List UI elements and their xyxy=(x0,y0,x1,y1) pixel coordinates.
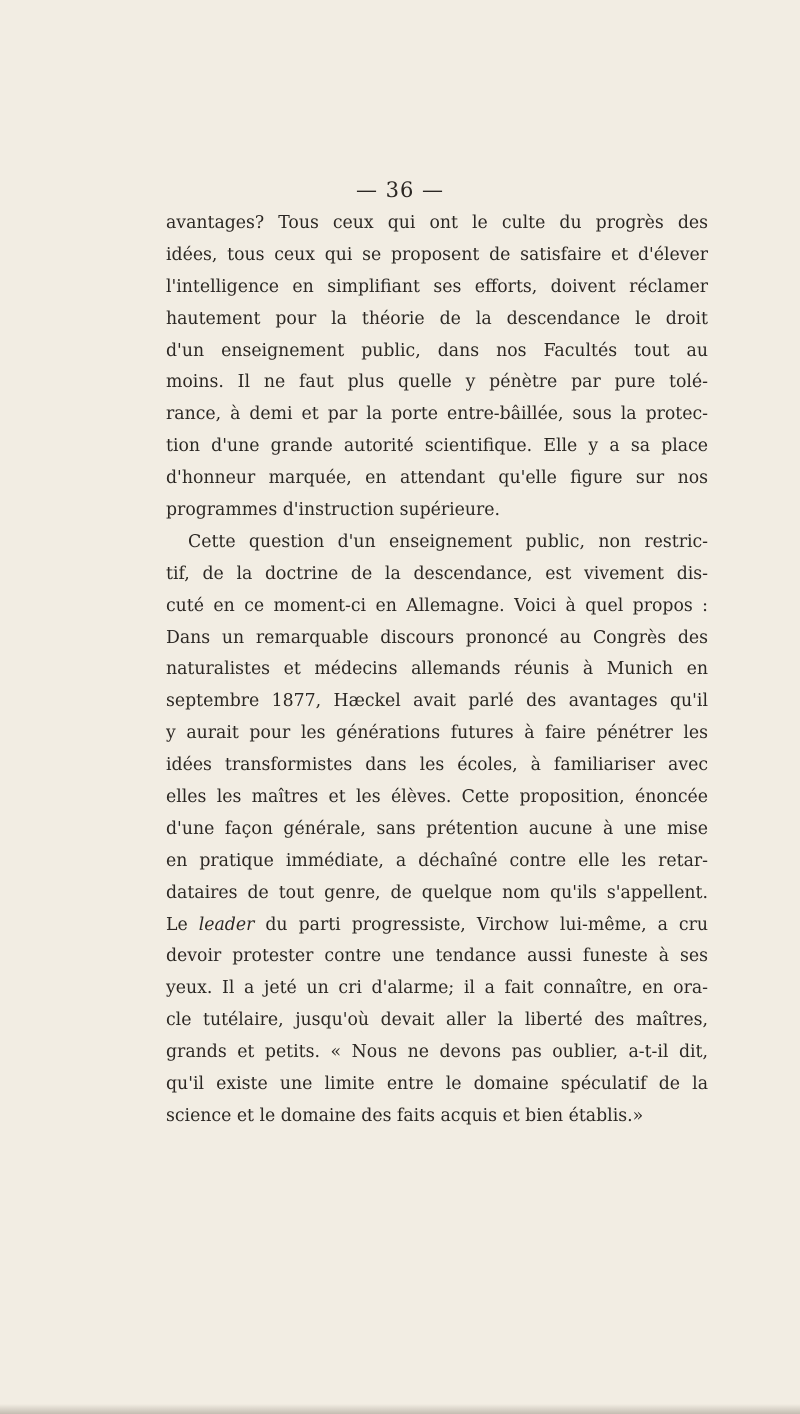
text-line: en pratique immédiate, a déchaîné contre elle les retar- xyxy=(166,850,708,871)
text-line: l'intelligence en simplifiant ses efforts, doivent réclamer xyxy=(166,276,708,297)
text-line: moins. Il ne faut plus quelle y pénètre par pure tolé- xyxy=(166,372,708,393)
text-line: avantages? Tous ceux qui ont le culte du progrès des xyxy=(166,213,708,233)
text-line: science et le domaine des faits acquis et bien établis.» xyxy=(166,1105,644,1126)
text-line: tion d'une grande autorité scientifique. Elle y a sa place xyxy=(166,436,708,457)
text-line: hautement pour la théorie de la descendance le droit xyxy=(166,308,708,329)
text-line: qu'il existe une limite entre le domaine spéculatif de la xyxy=(166,1074,708,1095)
text-line: idées, tous ceux qui se proposent de satisfaire et d'élever xyxy=(166,244,708,265)
text-line: idées transformistes dans les écoles, à familiariser avec xyxy=(166,755,708,776)
text-line: cuté en ce moment-ci en Allemagne. Voici à quel propos : xyxy=(166,595,708,616)
text-line: grands et petits. « Nous ne devons pas oublier, a-t-il dit, xyxy=(166,1042,708,1063)
text-line xyxy=(166,910,708,942)
text-line: d'un enseignement public, dans nos Facultés tout au xyxy=(166,340,708,361)
text-fragment: du parti progressiste, Virchow lui-même, a cru xyxy=(265,914,708,935)
page-edge-stain xyxy=(0,1404,800,1414)
italic-term: leader xyxy=(198,914,255,935)
text-line: rance, à demi et par la porte entre-bâillée, sous la protec- xyxy=(166,404,708,425)
text-line: septembre 1877, Hæckel avait parlé des avantages qu'il xyxy=(166,691,708,712)
text-line: dataires de tout genre, de quelque nom qu'ils s'appellent. xyxy=(166,882,708,903)
text-line: Cette question d'un enseignement public, non restric- xyxy=(188,531,708,552)
text-fragment: Le xyxy=(166,914,188,935)
text-line: devoir protester contre une tendance aussi funeste à ses xyxy=(166,946,708,967)
text-line: y aurait pour les générations futures à faire pénétrer les xyxy=(166,723,708,744)
text-line: tif, de la doctrine de la descendance, est vivement dis- xyxy=(166,563,708,584)
text-line: d'une façon générale, sans prétention aucune à une mise xyxy=(166,818,708,839)
text-line: d'honneur marquée, en attendant qu'elle figure sur nos xyxy=(166,468,708,489)
text-line: Dans un remarquable discours prononcé au Congrès des xyxy=(166,627,708,648)
text-line: naturalistes et médecins allemands réunis à Munich en xyxy=(166,659,708,680)
body-text xyxy=(166,208,708,1133)
text-line: programmes d'instruction supérieure. xyxy=(166,500,500,521)
text-line: cle tutélaire, jusqu'où devait aller la liberté des maîtres, xyxy=(166,1010,708,1031)
text-line: yeux. Il a jeté un cri d'alarme; il a fait connaître, en ora- xyxy=(166,978,708,999)
text-line: elles les maîtres et les élèves. Cette proposition, énoncée xyxy=(166,787,708,808)
page-number: — 36 — xyxy=(355,178,445,202)
